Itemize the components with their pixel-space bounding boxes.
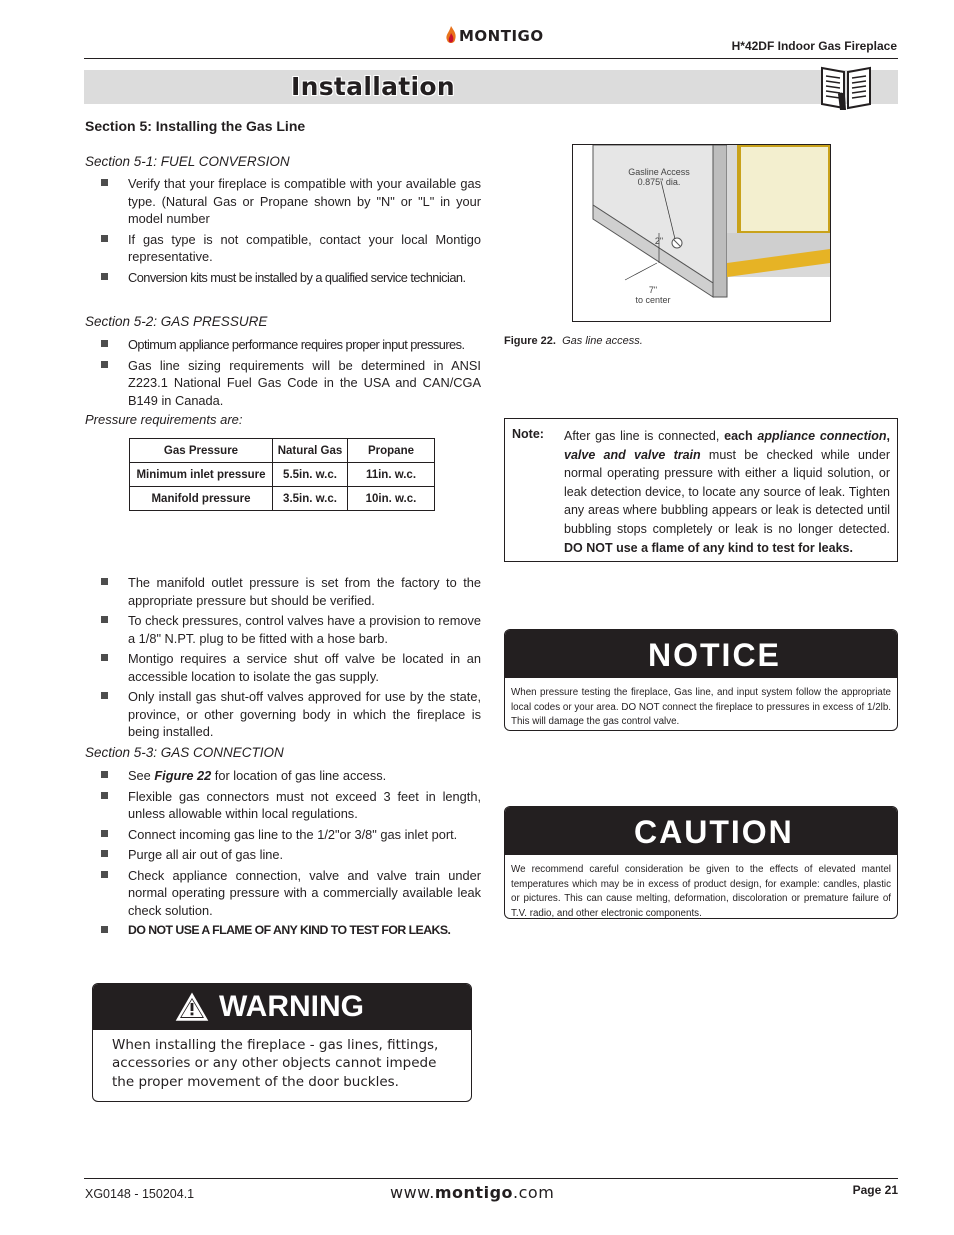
- table-header: Natural Gas: [273, 439, 348, 463]
- note-box: [504, 418, 898, 562]
- pressure-table: [129, 438, 435, 511]
- warning-body: When installing the fireplace - gas lines, fittings, accessories or any other objects cannot impede the proper movement of the door buckles.: [112, 1037, 439, 1090]
- list-item: Optimum appliance performance requires proper input pressures.: [85, 336, 481, 354]
- website-link[interactable]: www.montigo.com: [390, 1183, 555, 1202]
- gas-connection-list: [85, 767, 481, 943]
- list-item: To check pressures, control valves have a provision to remove a 1/8" N.PT. plug to be fitted with a hose barb.: [85, 612, 481, 647]
- table-header-row: [130, 439, 435, 463]
- gas-connection-title: Section 5-3: GAS CONNECTION: [85, 745, 284, 760]
- gas-line-access-figure: [572, 144, 831, 322]
- list-item: See Figure 22 for location of gas line access.: [85, 767, 481, 785]
- list-item: Purge all air out of gas line.: [85, 846, 481, 864]
- table-cell: Minimum inlet pressure: [130, 463, 273, 487]
- list-item: Montigo requires a service shut off valve be located in an accessible location to isolate the gas supply.: [85, 650, 481, 685]
- figure-dim-2in: 2": [654, 236, 664, 246]
- page-number: Page 21: [852, 1183, 898, 1197]
- footer-rule: [84, 1178, 898, 1179]
- list-item: DO NOT USE A FLAME OF ANY KIND TO TEST FOR LEAKS.: [85, 922, 481, 940]
- bullet-square-icon: [101, 361, 108, 368]
- list-item: If gas type is not compatible, contact your local Montigo representative.: [85, 231, 481, 266]
- notice-title: NOTICE: [505, 630, 897, 678]
- section-heading: Section 5: Installing the Gas Line: [85, 118, 306, 134]
- pressure-notes-list: [85, 574, 481, 744]
- figure-reference: Figure 22: [154, 768, 212, 783]
- figure-label-diameter: 0.875" dia.: [637, 177, 681, 187]
- fireplace-diagram: [573, 145, 830, 321]
- caution-body: We recommend careful consideration be given to the effects of elevated mantel temperatures which may be in excess of product design, for example: candles, plastic or pictures. This can cause melting, deformation, discoloration or premature failure of T.V. radio, and other electronic components.: [511, 864, 891, 919]
- banner-title: Installation: [291, 72, 455, 101]
- list-item: Gas line sizing requirements will be determined in ANSI Z223.1 National Fuel Gas Code in the USA and CAN/CGA B149 in Canada.: [85, 357, 481, 410]
- bullet-square-icon: [101, 871, 108, 878]
- flame-icon: [445, 26, 457, 46]
- document-code: XG0148 - 150204.1: [85, 1187, 195, 1201]
- figure-dim-7in: 7": [648, 285, 658, 295]
- warning-title: WARNING: [219, 990, 364, 1023]
- table-cell: Manifold pressure: [130, 487, 273, 511]
- list-item: Conversion kits must be installed by a qualified service technician.: [85, 269, 481, 287]
- manual-book-icon: [820, 64, 872, 112]
- fuel-conversion-list: [85, 175, 481, 289]
- document-title: H*42DF Indoor Gas Fireplace: [731, 39, 897, 53]
- figure-dim-center: to center: [635, 295, 671, 305]
- table-cell: 5.5in. w.c.: [273, 463, 348, 487]
- montigo-logo: [445, 26, 544, 46]
- table-cell: 3.5in. w.c.: [273, 487, 348, 511]
- bullet-square-icon: [101, 578, 108, 585]
- notice-body: When pressure testing the fireplace, Gas line, and input system follow the appropriate local codes or your area. DO NOT connect the fireplace to pressures in excess of 1/2lb. This will damage the gas control valve.: [511, 687, 891, 727]
- gas-pressure-list: [85, 336, 481, 412]
- caution-title: CAUTION: [505, 807, 897, 855]
- list-item: Only install gas shut-off valves approved for use by the state, province, or other governing body in which the fireplace is being installed.: [85, 688, 481, 741]
- bullet-square-icon: [101, 926, 108, 933]
- warning-box: [92, 983, 472, 1102]
- bullet-square-icon: [101, 830, 108, 837]
- figure-caption: Figure 22. Gas line access.: [504, 335, 643, 347]
- bullet-square-icon: [101, 771, 108, 778]
- note-body: After gas line is connected, each appliance connection, valve and valve train must be checked while under normal operating pressure with either a liquid solution, or leak detection device, to locate any source of leak. Tighten any areas where bubbling appears or leak is detected until bubbling stops completely or leak is no longer detected. DO NOT use a flame of any kind to test for leaks.: [564, 429, 891, 555]
- bullet-square-icon: [101, 792, 108, 799]
- table-cell: 11in. w.c.: [348, 463, 435, 487]
- bullet-square-icon: [101, 273, 108, 280]
- pressure-requirements-label: Pressure requirements are:: [85, 412, 243, 427]
- bullet-square-icon: [101, 616, 108, 623]
- table-row: [130, 487, 435, 511]
- table-header: Propane: [348, 439, 435, 463]
- bullet-square-icon: [101, 179, 108, 186]
- list-item: Verify that your fireplace is compatible with your available gas type. (Natural Gas or Propane shown by "N" or "L" in your model number: [85, 175, 481, 228]
- table-header: Gas Pressure: [130, 439, 273, 463]
- note-label: Note:: [512, 427, 544, 441]
- figure-label-access: Gasline Access: [628, 167, 690, 177]
- header-rule: [84, 58, 898, 59]
- table-row: [130, 463, 435, 487]
- fuel-conversion-title: Section 5-1: FUEL CONVERSION: [85, 154, 290, 169]
- warning-header: [93, 984, 471, 1030]
- caution-box: [504, 806, 898, 919]
- list-item: Connect incoming gas line to the 1/2"or 3/8" gas inlet port.: [85, 826, 481, 844]
- warning-triangle-icon: [175, 992, 209, 1022]
- bullet-square-icon: [101, 654, 108, 661]
- notice-box: [504, 629, 898, 731]
- list-item: The manifold outlet pressure is set from the factory to the appropriate pressure but should be verified.: [85, 574, 481, 609]
- table-cell: 10in. w.c.: [348, 487, 435, 511]
- bullet-square-icon: [101, 850, 108, 857]
- list-item: Check appliance connection, valve and valve train under normal operating pressure with a commercially available leak check solution.: [85, 867, 481, 920]
- gas-pressure-title: Section 5-2: GAS PRESSURE: [85, 314, 268, 329]
- bullet-square-icon: [101, 340, 108, 347]
- brand-name: MONTIGO: [459, 27, 544, 45]
- list-item: Flexible gas connectors must not exceed 3 feet in length, unless allowable within local regulations.: [85, 788, 481, 823]
- bullet-square-icon: [101, 692, 108, 699]
- bullet-square-icon: [101, 235, 108, 242]
